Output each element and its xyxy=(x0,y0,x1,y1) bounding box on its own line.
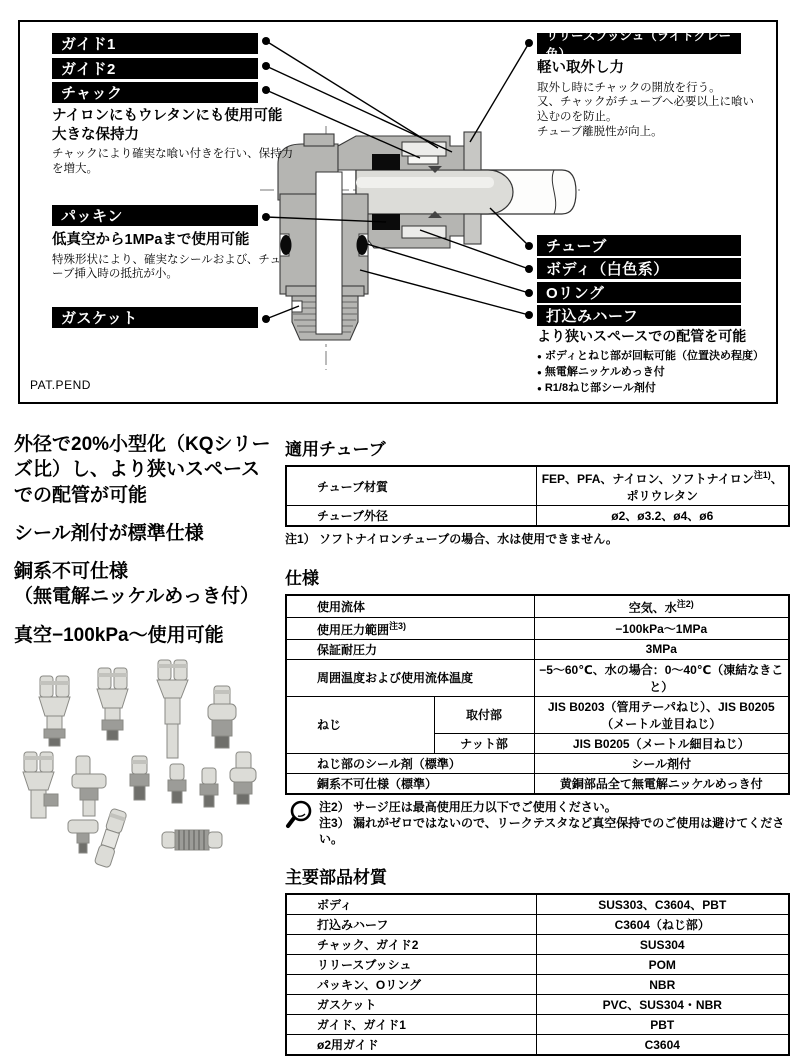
spec-column xyxy=(285,435,790,1056)
table-row: 使用圧力範囲$^{注3)}$ −100kPa～1MPa xyxy=(286,617,789,639)
chuck-feature-title: ナイロンにもウレタンにも使用可能 大きな保持力 xyxy=(52,108,283,143)
magnifier-icon xyxy=(285,799,315,831)
intro-line: 真空−100kPa～使用可能 xyxy=(14,624,224,646)
space-feature-text: より狭いスペースでの配管を可能 ● ボディとねじ部が回転可能（位置決め程度） ● 無電解ニッケルめっき付 ● R1/8ねじ部シール剤付 xyxy=(537,328,779,397)
release-feature-text: 軽い取外し力 取外し時にチャックの開放を行う。 又、チャックがチューブへ必要以上に喰い込むのを防止。 チューブ離脱性が向上。 xyxy=(537,60,755,139)
spec-note-line: 注2） サージ圧は最高使用圧力以下でご使用ください。 xyxy=(319,799,617,814)
label-body: ボディ（白色系） xyxy=(537,258,741,279)
chuck-feature-text xyxy=(52,107,294,177)
bullet-item: ● 無電解ニッケルめっき付 xyxy=(537,365,779,381)
bullet-item: ● ボディとねじ部が回転可能（位置決め程度） xyxy=(537,349,779,365)
label-release-bush: リリースブッシュ（ライトグレー色） xyxy=(537,33,741,54)
table-row: ガスケット PVC、SUS304・NBR xyxy=(286,995,789,1015)
table-row: 保証耐圧力 3MPa xyxy=(286,639,789,659)
label-gasket: ガスケット xyxy=(52,307,258,328)
intro-line: シール剤付が標準仕様 xyxy=(14,522,204,544)
table-row: ボディ SUS303、C3604、PBT xyxy=(286,894,789,915)
table-row: ねじ 取付部 JIS B0203（管用テーパねじ）、JIS B0205（メートル並目ねじ） xyxy=(286,696,789,733)
table-row: 銅系不可仕様（標準） 黄銅部品全て無電解ニッケルめっき付 xyxy=(286,773,789,794)
intro-line: 銅系不可仕様 xyxy=(14,561,129,583)
label-guide1: ガイド1 xyxy=(52,33,258,54)
label-packing: パッキン xyxy=(52,205,258,226)
intro-line: （無電解ニッケルめっき付） xyxy=(14,586,260,608)
materials-table xyxy=(285,893,790,1056)
label-guide2: ガイド2 xyxy=(52,58,258,79)
spec-notes xyxy=(285,799,790,848)
table-row: ねじ部のシール剤（標準） シール剤付 xyxy=(286,753,789,773)
table-row: ナット部 JIS B0205（メートル細目ねじ） xyxy=(286,733,789,753)
label-drive-half: 打込みハーフ xyxy=(537,305,741,326)
spec-table xyxy=(285,594,790,795)
structure-diagram-panel xyxy=(18,20,778,404)
label-oring: Oリング xyxy=(537,282,741,303)
tube-table xyxy=(285,465,790,527)
table-row: 使用流体 空気、水$^{注2)}$ xyxy=(286,595,789,618)
table-row: ガイド、ガイド1 PBT xyxy=(286,1015,789,1035)
tube-section-title: 適用チューブ xyxy=(285,440,386,459)
materials-section-title: 主要部品材質 xyxy=(285,868,387,888)
product-photo-illustration xyxy=(16,660,268,893)
table-row: 打込みハーフ C3604（ねじ部） xyxy=(286,915,789,935)
table-row: チャック、ガイド2 SUS304 xyxy=(286,935,789,955)
table-row: ø2用ガイド C3604 xyxy=(286,1035,789,1056)
spec-section-title: 仕様 xyxy=(285,568,319,588)
feature-summary xyxy=(14,432,278,661)
table-row: 周囲温度および使用流体温度 −5～60℃、水の場合：0～40℃（凍結なきこと） xyxy=(286,659,789,696)
bullet-item: ● R1/8ねじ部シール剤付 xyxy=(537,381,779,397)
table-row: パッキン、Oリング NBR xyxy=(286,975,789,995)
patent-pending-label: PAT.PEND xyxy=(30,378,91,392)
tube-note: 注1） ソフトナイロンチューブの場合、水は使用できません。 xyxy=(285,532,618,546)
label-tube: チューブ xyxy=(537,235,741,256)
table-row: リリースブッシュ POM xyxy=(286,955,789,975)
intro-line: 外径で20%小型化（KQシリーズ比）し、より狭いスペースでの配管が可能 xyxy=(14,434,271,506)
packing-feature-text: 低真空から1MPaまで使用可能 特殊形状により、確実なシールおよび、チューブ挿入時の抵抗が小。 xyxy=(52,232,281,281)
spec-note-line: 注3） 漏れがゼロではないので、リークテスタなど真空保持でのご使用は避けてください。 xyxy=(319,815,785,846)
table-row: チューブ材質 FEP、PFA、ナイロン、ソフトナイロン$^{注1)}$、ポリウレタン xyxy=(286,466,789,506)
chuck-feature-body: チャックにより確実な喰い付きを行い、保持力を増大。 xyxy=(52,148,294,176)
table-row: チューブ外径 ø2、ø3.2、ø4、ø6 xyxy=(286,506,789,527)
label-chuck: チャック xyxy=(52,82,258,103)
